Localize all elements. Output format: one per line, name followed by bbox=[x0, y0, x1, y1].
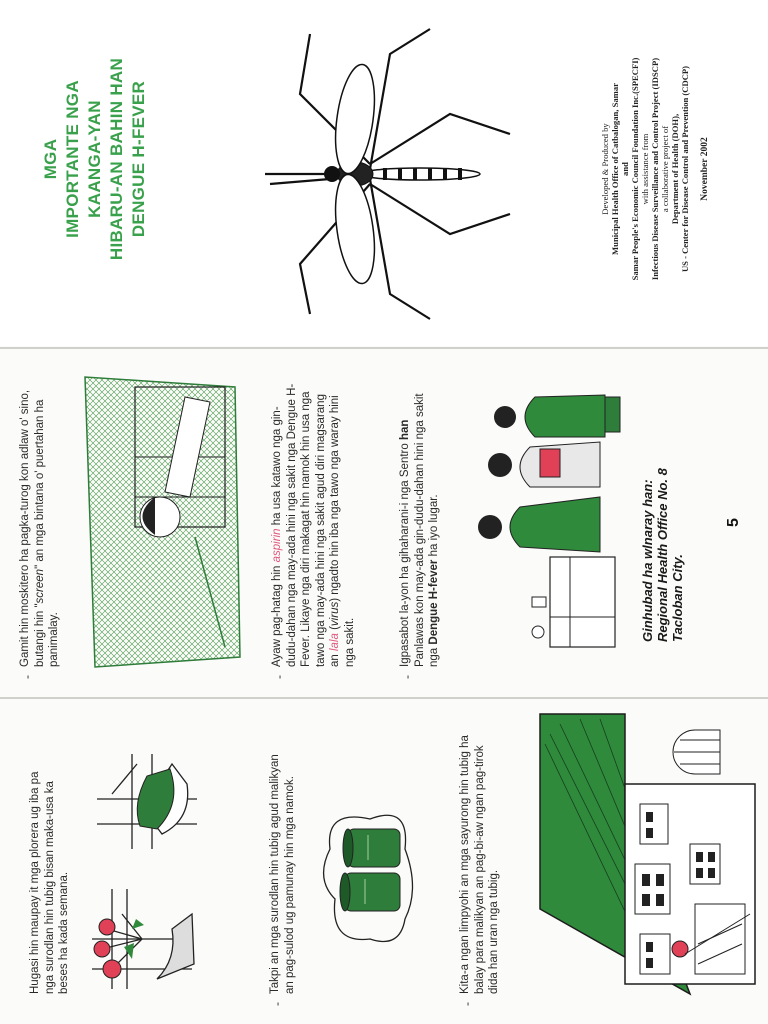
panel-middle: - Gamit hin moskitero ha pagka-turog kon adlaw o' sino, butangi hin "screen" an mga bintana o' puertahan ha panimalay. - Ayaw pag-hatag hin aspirin ha usa katawo nga gin-dudu-dahan nga may-ada hini nga sakit nga Dengue H-Fever. Likaye nga diri makagat hin namok hin usa nga tawo nga may-ada hini nga sakit agud diri magsarang an lala (virus) ngadto hin iba nga tawo nga waray hini nga sakit. - Igpasabot la-yon ha gihaharani-i nga Sentro han Panlawas kon may-ada gin-dudu-dahan hini nga sakit nga Dengue H-fever ha iyo lugar. Ginhubad ha wlnaray han: Regional Health Office No. 8 Tacloban City. 5 bbox=[0, 349, 768, 697]
health-center-illustration bbox=[460, 377, 630, 657]
vase-flowers-illustration bbox=[82, 879, 197, 999]
publication-date: November 2002 bbox=[700, 137, 710, 201]
translation-credit: Ginhubad ha wlnaray han: Regional Health Office No. 8 Tacloban City. bbox=[640, 468, 685, 642]
mosquito-net-illustration bbox=[75, 357, 255, 677]
tip-mosquito-net: Gamit hin moskitero ha pagka-turog kon adlaw o' sino, butangi hin "screen" an mga bintana o' puertahan ha panimalay. bbox=[19, 389, 60, 667]
cover-credits: Developed & Produced by Municipal Health Office of Catbalogan, Samar and Samar People's Economic Council Foundation Inc.(SPECFI) with assistance from Infectious Disease Surveillance and Control Project (IDSCP) a collaborative project of Department of Health (DOH), US - Center for Disease Control and Prevention (CDCP) November 2002 bbox=[600, 4, 710, 334]
tip-clean-gutters: Kita-a ngan limpyohi an mga sayurong hin tubig ha balay para malikyan an pag-bi-aw ngan pag-tirok dida han uran nga tubig. bbox=[459, 735, 500, 994]
scrubbing-container-illustration bbox=[92, 739, 202, 854]
fold-line-1 bbox=[0, 697, 768, 699]
fold-line-2 bbox=[0, 347, 768, 349]
tip-no-aspirin: Ayaw pag-hatag hin aspirin ha usa katawo nga gin-dudu-dahan nga may-ada hini nga sakit nga Dengue H-Fever. Likaye nga diri makagat hin namok hin usa nga tawo nga may-ada hini nga sakit agud diri magsarang an lala (virus) ngadto hin iba nga tawo nga waray hini nga sakit. bbox=[271, 383, 356, 667]
covered-drums-illustration bbox=[310, 799, 425, 949]
page-number: 5 bbox=[725, 518, 742, 527]
panel-left: Hugasi hin maupay it mga plorera ug iba pa nga surodlan hin tubig bisan maka-usa ka beses ha kada semana. - Takpi an mga surodlan hin tubig agud malikyan an pag-sulod ug pamunay hin mga namok. - Kita-a ngan limpyohi an mga sayurong hin tubig ha balay para malikyan an pag-bi-aw ngan pag-tirok dida han uran nga tubig. bbox=[0, 699, 768, 1024]
tip-wash-vases: Hugasi hin maupay it mga plorera ug iba pa nga surodlan hin tubig bisan maka-usa ka beses ha kada semana. bbox=[29, 771, 70, 994]
tip-report-health-center: Igpasabot la-yon ha gihaharani-i nga Sentro han Panlawas kon may-ada gin-dudu-dahan hini nga sakit nga Dengue H-fever ha iyo lugar. bbox=[399, 393, 440, 667]
mosquito-illustration bbox=[190, 24, 520, 324]
tip-cover-containers: Takpi an mga surodlan hin tubig agud malikyan an pag-sulod ug pamunay hin mga namok. bbox=[269, 754, 296, 994]
cover-title: MGA IMPORTANTE NGA KAANGA-YAN HIBARU-AN BAHIN HAN DENGUE H-FEVER bbox=[41, 57, 148, 261]
house-illustration bbox=[520, 709, 760, 1004]
